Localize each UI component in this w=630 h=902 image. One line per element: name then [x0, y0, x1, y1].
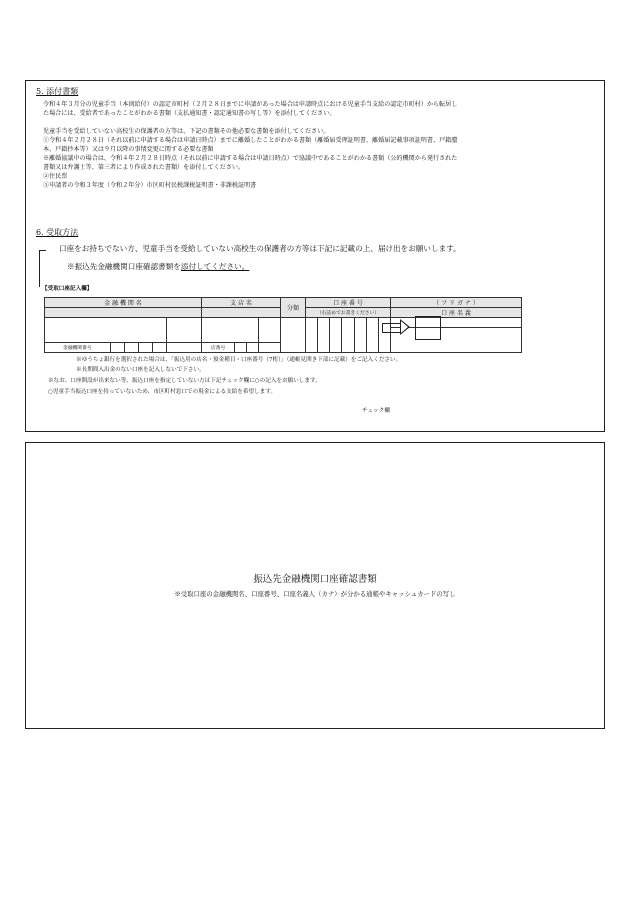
- branch-type-field[interactable]: [258, 318, 280, 343]
- col-bank-sub: [45, 308, 202, 318]
- attachment-title: 振込先金融機関口座確認書類: [253, 574, 377, 585]
- note-no-account: ※なお、口座開設が出来ない等、振込口座を指定していない方は下記チェック欄に○の記入をお願いします。: [48, 378, 321, 384]
- section5-line: ※離婚協議中の場合は、令和４年２月２８日時点（それ以前に申請する場合は申請日時点）で協議中であることがわかる書類（公的機関から発行された: [43, 155, 458, 162]
- bank-code-digit-4[interactable]: [153, 343, 167, 353]
- branch-code-digit-2[interactable]: [246, 343, 258, 353]
- note-dormant: ※長期間入出金のない口座を記入しないで下さい。: [76, 367, 205, 373]
- account-digit-4[interactable]: [342, 318, 354, 353]
- holder-name-field[interactable]: [391, 328, 522, 353]
- note-cash-request: ○児童手当振込口座を持っていないため、市区町村窓口での現金による支給を希望します。: [48, 389, 276, 395]
- attachment-subtitle: ※受取口座の金融機関名、口座番号、口座名義人（カナ）が分かる通帳やキャッシュカードの写し: [174, 590, 456, 598]
- col-bank-name: 金 融 機 関 名: [45, 298, 202, 308]
- section5-line: 書類又は弁護士等、第三者により作成された書類）を添付してください。: [43, 164, 245, 171]
- section5-body: [36, 100, 596, 190]
- section5-line: ②住民票: [43, 173, 68, 180]
- furigana-field[interactable]: [391, 318, 522, 328]
- bank-code-digit-2[interactable]: [124, 343, 138, 353]
- section5-line: た場合には、受給者であったことがわかる書類（支払通知書・認定通知書の写し等）を添付してください。: [43, 110, 336, 117]
- check-box[interactable]: [415, 316, 441, 340]
- col-branch-sub: [202, 308, 281, 318]
- col-furigana: （ フ リ ガ ナ ）: [391, 298, 522, 308]
- attachment-area: [25, 442, 605, 729]
- account-digit-6[interactable]: [366, 318, 378, 353]
- account-digit-1[interactable]: [306, 318, 318, 353]
- account-digit-3[interactable]: [330, 318, 342, 353]
- account-entry-table: [44, 297, 522, 353]
- col-branch-name: 支 店 名: [202, 298, 281, 308]
- note-yucho: ※ゆうちょ銀行を選択された場合は、「振込用の店名・預金種目・口座番号（7桁）」（通帳見開き下部に記載）をご記入ください。: [76, 357, 402, 363]
- form-box-sections: [25, 80, 605, 432]
- section6-heading: 6. 受取方法: [36, 228, 79, 237]
- col-account-note: （右詰めでお書きください）: [306, 308, 391, 318]
- section6-instruction: 口座をお持ちでない方、児童手当を受給していない高校生の保護者の方等は下記に記載の上、届け出をお願いします。: [59, 244, 461, 253]
- branch-code-label: 店番号: [202, 343, 235, 353]
- col-type: 分類: [281, 298, 306, 318]
- bank-code-label: 金融機関番号: [45, 343, 111, 353]
- bank-code-digit-3[interactable]: [138, 343, 152, 353]
- branch-code-digit-3[interactable]: [258, 343, 280, 353]
- bank-code-digit-1[interactable]: [110, 343, 124, 353]
- section6-attach-prefix: ※振込先金融機関口座確認書類を: [67, 262, 181, 271]
- branch-code-digit-1[interactable]: [235, 343, 247, 353]
- check-label: チェック欄: [362, 408, 390, 414]
- section6-attach-note: [67, 261, 249, 272]
- branch-name-field[interactable]: [202, 318, 259, 343]
- type-field[interactable]: [281, 318, 306, 353]
- section5-line: [36, 118, 596, 127]
- bank-code-spacer: [167, 343, 202, 353]
- section5-heading: 5. 添付書類: [36, 87, 79, 96]
- account-digit-5[interactable]: [354, 318, 366, 353]
- section5-line: 本、戸籍抄本等）又は９月以降の事情変更に関する必要な書類: [43, 146, 214, 153]
- arrow-icon-inner: [401, 321, 408, 333]
- section5-line: 令和４年３月分の児童手当（本則給付）の認定市町村（２月２８日までに申請があった場合は申請時点における児童手当支給の認定市町村）から転居し: [43, 101, 458, 108]
- section6-attach-link: 添付してください。: [180, 262, 250, 271]
- col-holder: 口 座 名 義: [391, 308, 522, 318]
- col-account-number-label: 口 座 番 号: [333, 300, 363, 307]
- bank-name-field[interactable]: [45, 318, 167, 343]
- account-digit-2[interactable]: [318, 318, 330, 353]
- account-table-title: 【受取口座記入欄】: [42, 286, 93, 292]
- section5-line: ①令和４年２月２８日（それ以前に申請する場合は申請日時点）までに離婚したことがわかる書類（離婚届受理証明書、離婚届記載事項証明書、戸籍謄: [43, 137, 458, 144]
- bank-type-field[interactable]: [167, 318, 202, 343]
- section5-line: 児童手当を受給していない高校生の保護者の方等は、下記の書類その他必要な書類を添付してください。: [43, 128, 330, 135]
- bracket-line: [39, 250, 46, 287]
- col-account-number: [306, 298, 391, 308]
- section5-line: ③申請者の令和３年度（令和２年分）市区町村民税課税証明書・非課税証明書: [43, 182, 257, 189]
